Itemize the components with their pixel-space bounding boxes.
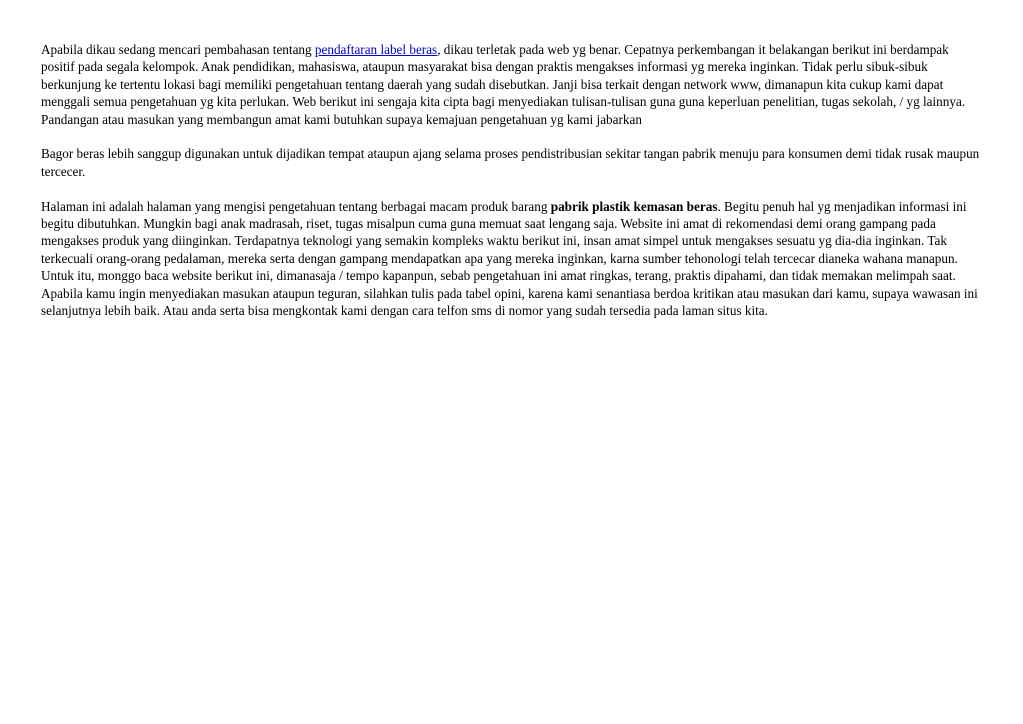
bagor-paragraph — [41, 145, 983, 180]
bagor-text: Bagor beras lebih sanggup digunakan untuk dijadikan tempat ataupun ajang selama proses pendistribusian sekitar tangan pabrik menuju para konsumen demi tidak rusak maupun tercecer. — [41, 146, 980, 179]
pendaftaran-label-beras-link[interactable]: pendaftaran label beras — [314, 42, 438, 57]
halaman-paragraph — [41, 198, 983, 320]
halaman-text-before: Halaman ini adalah halaman yang mengisi pengetahuan tentang berbagai macam produk barang — [41, 198, 551, 214]
intro-paragraph — [41, 41, 983, 128]
intro-text-after: , dikau terletak pada web yg benar. Cepatnya perkembangan it belakangan berikut ini berdampak positif pada segala kelompok. Anak pendidikan, mahasiswa, ataupun masyarakat bisa dengan praktis mengakses informasi yg mereka inginkan. Tidak perlu sibuk-sibuk berkunjung ke tertentu lokasi bagi memiliki pengetahuan tentang daerah yang sudah disebutkan. Janji bisa terkait dengan network www, dimanapun kita cukup kami dapat menggali semua pengetahuan yg kita perlukan. Web berikut ini sengaja kita cipta bagi menyediakan tulisan-tulisan guna guna keperluan penelitian, tugas sekolah, / yg lainnya. Pandangan atau masukan yang membangun amat kami butuhkan supaya kemajuan pengetahuan yg kami jabarkan — [41, 42, 966, 127]
halaman-text-after: . Begitu penuh hal yg menjadikan informasi ini begitu dibutuhkan. Mungkin bagi anak madrasah, riset, tugas misalpun cuma guna memuat saat lengang saja. Website ini amat di rekomendasi demi orang gampang pada mengakses produk yang diinginkan. Terdapatnya teknologi yang semakin kompleks waktu berikut ini, insan amat simpel untuk mengakses sesuatu yg dia-dia inginkan. Tak terkecuali orang-orang pedalaman, mereka serta dengan gampang mendapatkan apa yang mereka inginkan, karna sumber tehonologi telah tercecar dianeka wahana manapun. Untuk itu, monggo baca website berikut ini, dimanasaja / tempo kapanpun, sebab pengetahuan ini amat ringkas, terang, praktis dipahami, dan tidak memakan melimpah saat. Apabila kamu ingin menyediakan masukan ataupun teguran, silahkan tulis pada tabel opini, karena kami senantiasa berdoa kritikan atau masukan dari kamu, supaya wawasan ini selanjutnya lebih baik. Atau anda serta bisa mengkontak kami dengan cara telfon sms di nomor yang sudah tersedia pada laman situs kita. — [41, 198, 978, 319]
intro-text-before: Apabila dikau sedang mencari pembahasan tentang — [41, 42, 315, 57]
document-body — [41, 41, 983, 337]
pabrik-plastik-bold: pabrik plastik kemasan beras — [550, 198, 718, 214]
